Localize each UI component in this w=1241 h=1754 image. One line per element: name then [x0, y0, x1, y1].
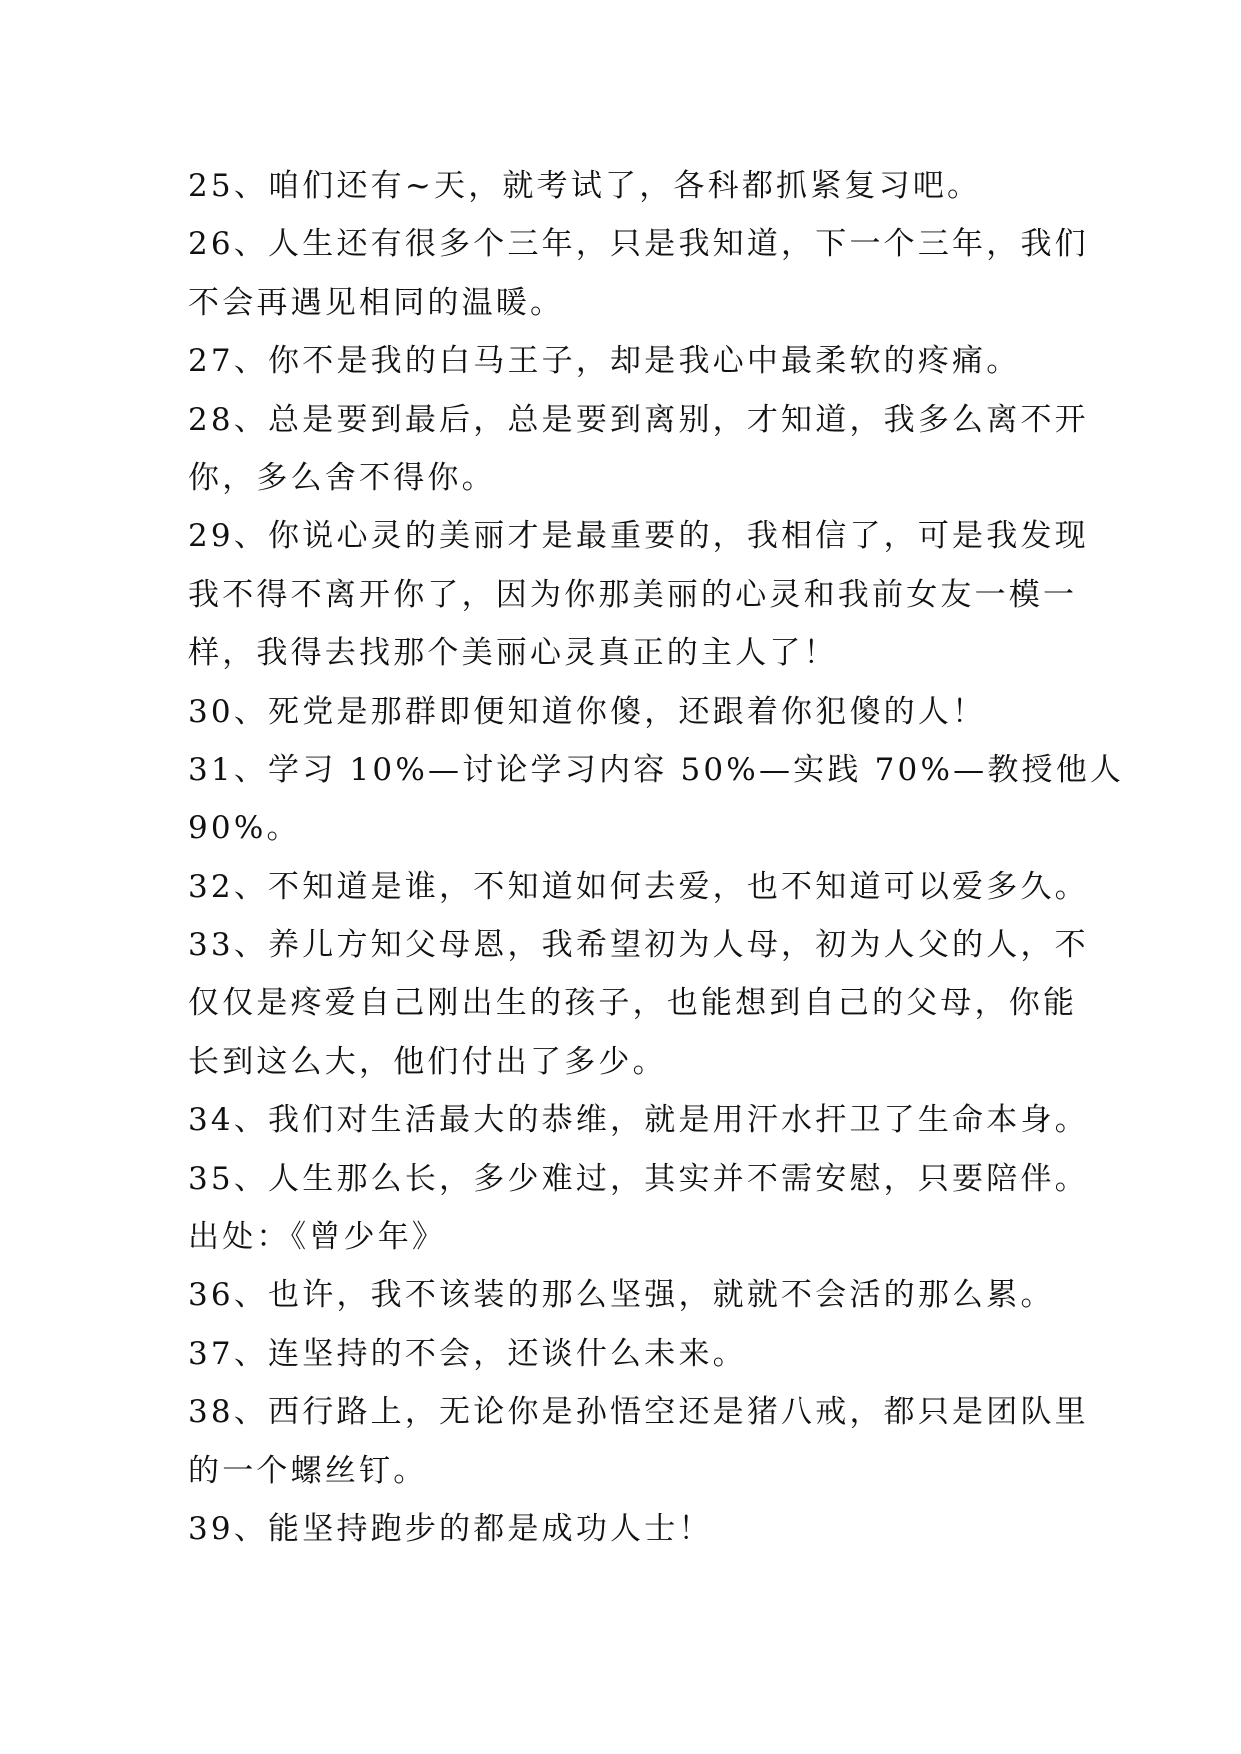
- quote-line: 26、人生还有很多个三年，只是我知道，下一个三年，我们: [188, 226, 1089, 263]
- quote-line: 32、不知道是谁，不知道如何去爱，也不知道可以爱多久。: [188, 868, 1089, 905]
- quote-entry: [188, 683, 1068, 741]
- quote-line: 25、咱们还有~天，就考试了，各科都抓紧复习吧。: [188, 168, 982, 204]
- quote-entry: [188, 858, 1089, 916]
- quote-line: 长到这么大，他们付出了多少。: [188, 1043, 667, 1080]
- quote-entry: [188, 215, 1089, 332]
- quote-entry: [188, 332, 1068, 390]
- quote-entry: [188, 741, 1125, 858]
- quote-line: 29、你说心灵的美丽才是最重要的，我相信了，可是我发现: [188, 518, 1089, 555]
- document-body: [188, 157, 1125, 1558]
- quote-entry: [188, 1091, 1089, 1149]
- quote-line: 样，我得去找那个美丽心灵真正的主人了！: [188, 635, 838, 672]
- quote-line: 37、连坚持的不会，还谈什么未来。: [188, 1335, 747, 1372]
- quote-line: 我不得不离开你了，因为你那美丽的心灵和我前女友一模一: [188, 576, 1078, 613]
- quote-line: 的一个螺丝钉。: [188, 1452, 428, 1489]
- quote-entry: [188, 1325, 1068, 1383]
- quote-line: 90%。: [188, 810, 301, 847]
- quote-entry: [188, 391, 1089, 508]
- quote-entry: [188, 1383, 1089, 1500]
- quote-line: 35、人生那么长，多少难过，其实并不需安慰，只要陪伴。: [188, 1160, 1089, 1197]
- quote-entry: [188, 1150, 1089, 1267]
- quote-entry: [188, 916, 1089, 1091]
- quote-line: 不会再遇见相同的温暖。: [188, 284, 565, 321]
- quote-line: 30、死党是那群即便知道你傻，还跟着你犯傻的人！: [188, 693, 987, 730]
- quote-entry: [188, 507, 1089, 682]
- quote-line: 28、总是要到最后，总是要到离别，才知道，我多么离不开: [188, 401, 1089, 438]
- quote-line: 31、学习 10%—讨论学习内容 50%—实践 70%—教授他人: [188, 751, 1125, 788]
- quote-entry: [188, 157, 1068, 215]
- quote-entry: [188, 1266, 1068, 1324]
- quote-line: 仅仅是疼爱自己刚出生的孩子，也能想到自己的父母，你能: [188, 985, 1078, 1022]
- quote-line: 38、西行路上，无论你是孙悟空还是猪八戒，都只是团队里: [188, 1394, 1089, 1431]
- quote-line: 39、能坚持跑步的都是成功人士！: [188, 1510, 713, 1547]
- quote-line: 27、你不是我的白马王子，却是我心中最柔软的疼痛。: [188, 343, 1021, 380]
- quote-line: 33、养儿方知父母恩，我希望初为人母，初为人父的人，不: [188, 927, 1089, 964]
- quote-line: 36、也许，我不该装的那么坚强，就就不会活的那么累。: [188, 1277, 1055, 1314]
- quote-line: 你，多么舍不得你。: [188, 459, 496, 496]
- quote-entry: [188, 1500, 1068, 1558]
- quote-line: 出处：《曾少年》: [188, 1219, 447, 1256]
- quote-line: 34、我们对生活最大的恭维，就是用汗水扞卫了生命本身。: [188, 1102, 1089, 1139]
